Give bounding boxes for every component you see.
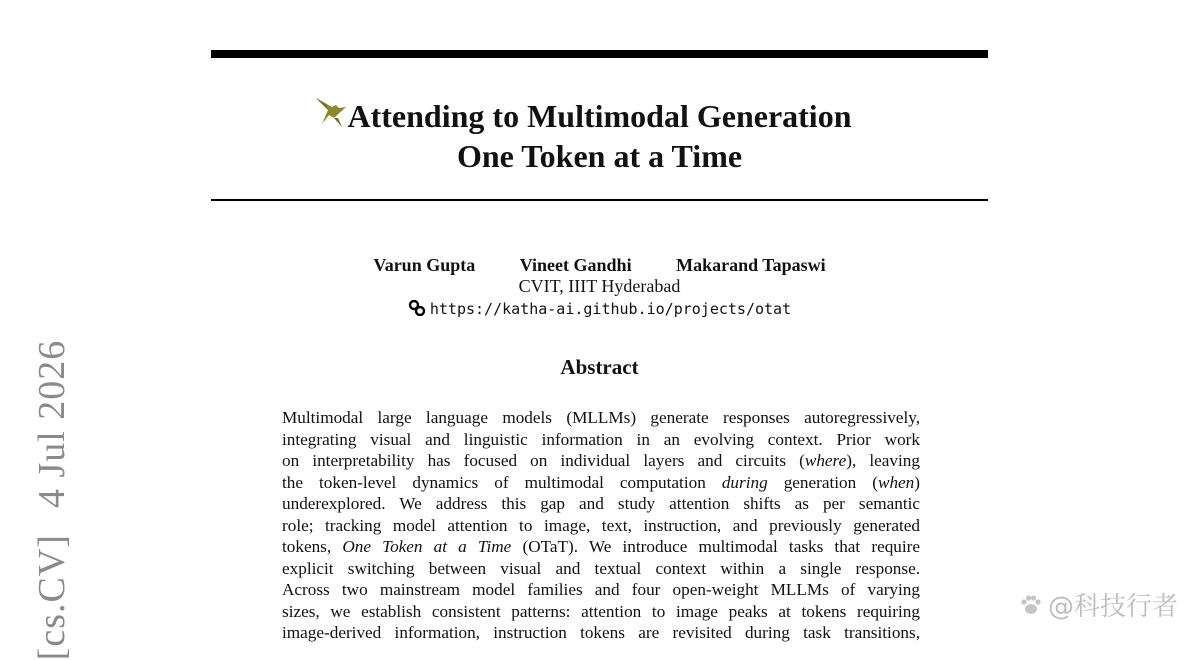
abstract-heading: Abstract	[560, 355, 639, 379]
abstract-line: explicit switching between visual and textual context within a single response.	[282, 558, 920, 578]
project-link[interactable]	[211, 300, 988, 318]
abstract-line: integrating visual and linguistic information in an evolving context. Prior work	[282, 429, 920, 449]
affiliation: CVIT, IIIT Hyderabad	[518, 276, 681, 296]
abstract-line: underexplored. We address this gap and study attention shifts as per semantic	[282, 494, 920, 513]
arxiv-date: 4 Jul 2026	[31, 339, 73, 509]
abstract-body	[282, 407, 920, 644]
abstract-line: Multimodal large language models (MLLMs) generate responses autoregressively,	[282, 408, 920, 427]
arxiv-margin-stamp	[30, 340, 74, 660]
hummingbird-icon	[312, 94, 348, 130]
top-rule	[211, 50, 988, 58]
abstract-line: image-derived information, instruction tokens are revisited during task transitions,	[282, 623, 920, 642]
watermark-text: @科技行者	[1047, 592, 1178, 622]
author-name: Makarand Tapaswi	[676, 255, 826, 275]
bottom-rule	[211, 199, 988, 201]
author-name: Vineet Gandhi	[519, 255, 632, 275]
title-block	[211, 96, 988, 176]
project-url[interactable]: https://katha-ai.github.io/projects/otat	[429, 300, 792, 318]
abstract-line: the token-level dynamics of multimodal computation during generation (when)	[282, 472, 920, 492]
abstract-line: tokens, One Token at a Time (OTaT). We introduce multimodal tasks that require	[282, 537, 921, 556]
abstract-line: on interpretability has focused on individual layers and circuits (where), leaving	[282, 451, 920, 470]
abstract-line: role; tracking model attention to image, text, instruction, and previously generated	[282, 515, 920, 535]
author-name: Varun Gupta	[373, 255, 476, 275]
abstract-line: Across two mainstream model families and four open-weight MLLMs of varying	[282, 580, 920, 599]
arxiv-category: [cs.CV]	[31, 534, 73, 660]
link-icon	[408, 300, 426, 316]
abstract-line: sizes, we establish consistent patterns: attention to image peaks at tokens requiring	[282, 601, 920, 621]
paw-icon	[1018, 592, 1044, 618]
author-list	[211, 255, 988, 276]
watermark	[1018, 586, 1178, 623]
paper-title-line-2: One Token at a Time	[456, 138, 743, 174]
paper-title-line-1: Attending to Multimodal Generation	[347, 98, 852, 134]
